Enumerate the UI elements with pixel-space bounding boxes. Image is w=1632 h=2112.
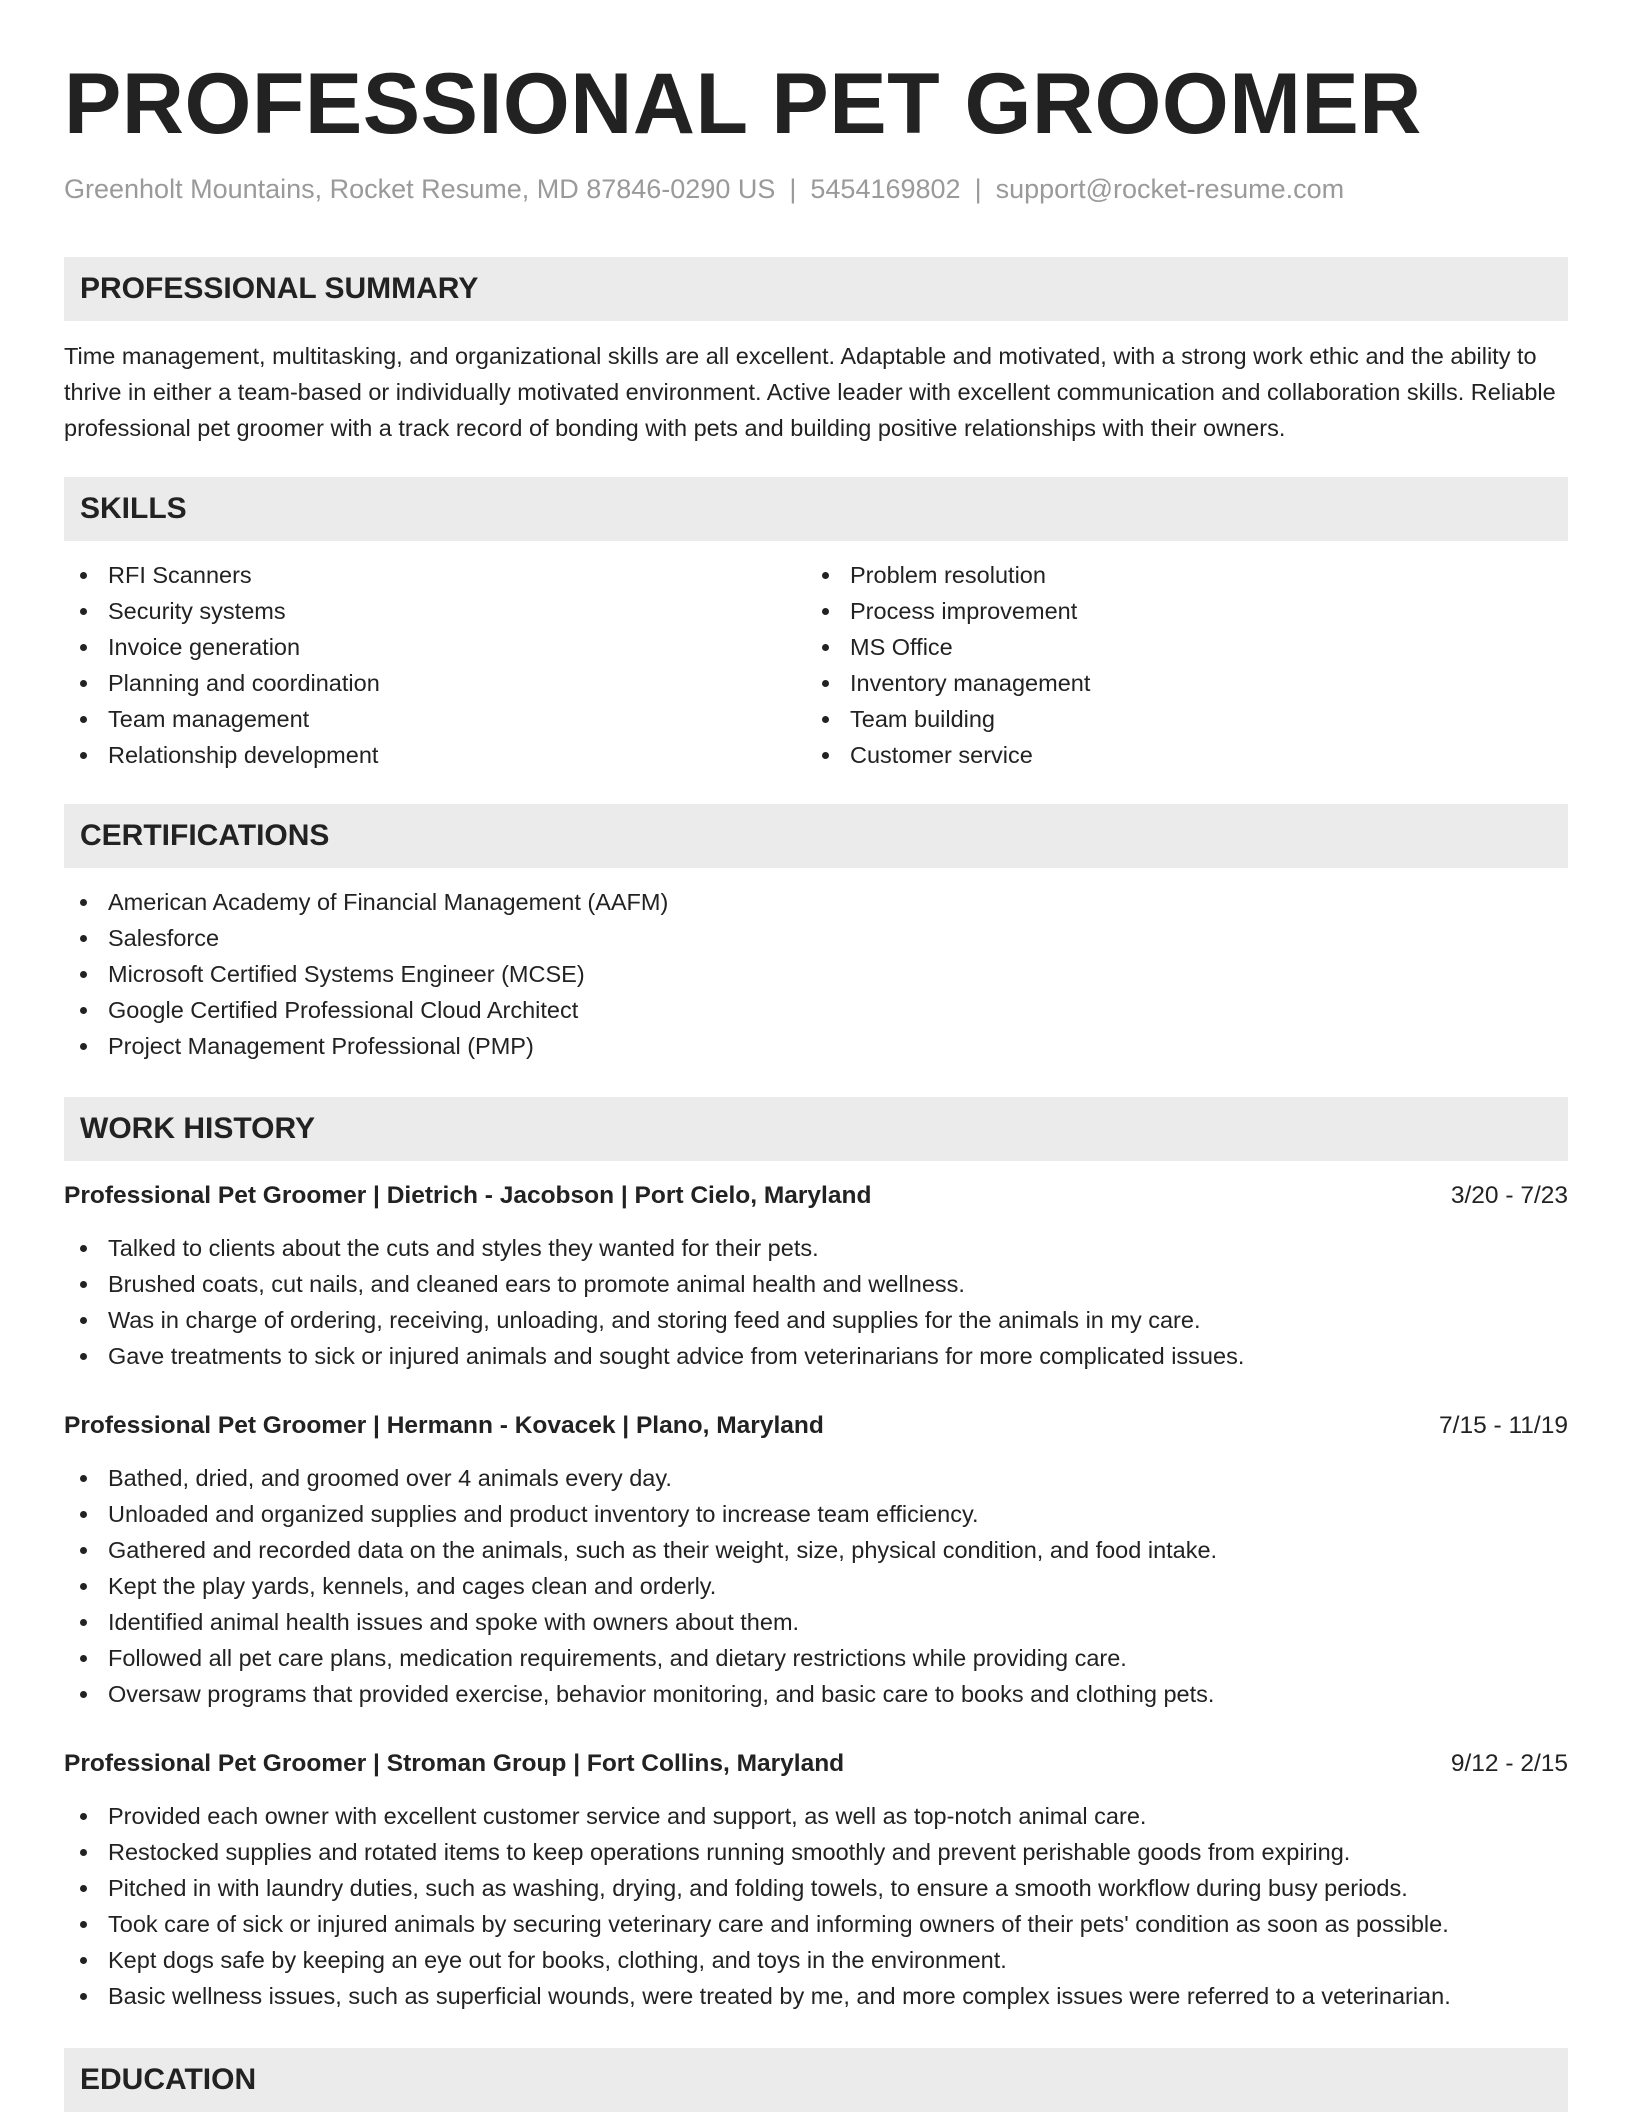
- job-dates: 7/15 - 11/19: [1439, 1412, 1568, 1439]
- job-bullet: Unloaded and organized supplies and product inventory to increase team efficiency.: [64, 1496, 1568, 1532]
- skill-item: Team building: [806, 701, 1548, 737]
- resume-name: PROFESSIONAL PET GROOMER: [64, 56, 1422, 152]
- job-header: [64, 1408, 1568, 1444]
- skill-item: Team management: [64, 701, 806, 737]
- job-bullet: Talked to clients about the cuts and styles they wanted for their pets.: [64, 1230, 1568, 1266]
- certification-item: Microsoft Certified Systems Engineer (MCSE): [64, 956, 1568, 992]
- section-header-summary: PROFESSIONAL SUMMARY: [64, 257, 1568, 321]
- job-bullet: Brushed coats, cut nails, and cleaned ears to promote animal health and wellness.: [64, 1266, 1568, 1302]
- skill-item: Inventory management: [806, 665, 1548, 701]
- job-bullet: Oversaw programs that provided exercise, behavior monitoring, and basic care to books and clothing pets.: [64, 1676, 1568, 1712]
- job-bullet: Provided each owner with excellent customer service and support, as well as top-notch animal care.: [64, 1798, 1568, 1834]
- contact-separator: |: [974, 174, 982, 204]
- job-bullet: Pitched in with laundry duties, such as washing, drying, and folding towels, to ensure a smooth workflow during busy periods.: [64, 1870, 1568, 1906]
- skill-item: Process improvement: [806, 593, 1548, 629]
- skills-column-right: [806, 557, 1548, 773]
- resume-page: [64, 0, 1568, 2112]
- skill-item: Planning and coordination: [64, 665, 806, 701]
- job-bullet: Kept the play yards, kennels, and cages clean and orderly.: [64, 1568, 1568, 1604]
- job-entry: [64, 1746, 1568, 2014]
- contact-email: support@rocket-resume.com: [995, 174, 1345, 204]
- job-title: Professional Pet Groomer | Dietrich - Jacobson | Port Cielo, Maryland: [64, 1182, 872, 1209]
- certification-item: Project Management Professional (PMP): [64, 1028, 1568, 1064]
- job-dates: 9/12 - 2/15: [1450, 1750, 1568, 1777]
- job-header: [64, 1178, 1568, 1214]
- job-entry: [64, 1408, 1568, 1712]
- certification-item: Google Certified Professional Cloud Architect: [64, 992, 1568, 1028]
- job-bullet: Basic wellness issues, such as superficial wounds, were treated by me, and more complex issues were referred to a veterinarian.: [64, 1978, 1568, 2014]
- job-entry: [64, 1178, 1568, 1374]
- job-dates: 3/20 - 7/23: [1450, 1182, 1568, 1209]
- job-bullet: Took care of sick or injured animals by securing veterinary care and informing owners of their pets' condition as soon as possible.: [64, 1906, 1568, 1942]
- job-bullet: Gave treatments to sick or injured animals and sought advice from veterinarians for more complicated issues.: [64, 1338, 1568, 1374]
- job-bullets: [64, 1230, 1568, 1374]
- skill-item: Relationship development: [64, 737, 806, 773]
- contact-line: [64, 172, 1568, 206]
- job-bullet: Bathed, dried, and groomed over 4 animals every day.: [64, 1460, 1568, 1496]
- section-header-skills: SKILLS: [64, 477, 1568, 541]
- certifications-list: [64, 884, 1568, 1064]
- job-bullet: Followed all pet care plans, medication requirements, and dietary restrictions while providing care.: [64, 1640, 1568, 1676]
- skill-item: RFI Scanners: [64, 557, 806, 593]
- contact-address: Greenholt Mountains, Rocket Resume, MD 87846-0290 US: [64, 174, 776, 204]
- skill-item: Invoice generation: [64, 629, 806, 665]
- job-title: Professional Pet Groomer | Stroman Group | Fort Collins, Maryland: [64, 1750, 845, 1777]
- certification-item: American Academy of Financial Management (AAFM): [64, 884, 1568, 920]
- job-title: Professional Pet Groomer | Hermann - Kovacek | Plano, Maryland: [64, 1412, 824, 1439]
- section-header-certifications: CERTIFICATIONS: [64, 804, 1568, 868]
- skills-grid: [64, 557, 1568, 773]
- contact-phone: 5454169802: [810, 174, 961, 204]
- contact-separator: |: [789, 174, 797, 204]
- skill-item: Customer service: [806, 737, 1548, 773]
- job-bullets: [64, 1798, 1568, 2014]
- job-bullet: Kept dogs safe by keeping an eye out for books, clothing, and toys in the environment.: [64, 1942, 1568, 1978]
- skills-column-left: [64, 557, 806, 773]
- section-header-work-history: WORK HISTORY: [64, 1097, 1568, 1161]
- certification-item: Salesforce: [64, 920, 1568, 956]
- job-header: [64, 1746, 1568, 1782]
- job-bullet: Restocked supplies and rotated items to keep operations running smoothly and prevent perishable goods from expiring.: [64, 1834, 1568, 1870]
- summary-text: Time management, multitasking, and organizational skills are all excellent. Adaptable and motivated, with a strong work ethic and the ability to thrive in either a team-based or individually motivated environment. Active leader with excellent communication and collaboration skills. Reliable professional pet groomer with a track record of bonding with pets and building positive relationships with their owners.: [64, 343, 1556, 441]
- job-bullet: Was in charge of ordering, receiving, unloading, and storing feed and supplies for the animals in my care.: [64, 1302, 1568, 1338]
- job-bullet: Gathered and recorded data on the animals, such as their weight, size, physical condition, and food intake.: [64, 1532, 1568, 1568]
- skill-item: Problem resolution: [806, 557, 1548, 593]
- section-header-education: EDUCATION: [64, 2048, 1568, 2112]
- skill-item: MS Office: [806, 629, 1548, 665]
- skill-item: Security systems: [64, 593, 806, 629]
- job-bullet: Identified animal health issues and spoke with owners about them.: [64, 1604, 1568, 1640]
- job-bullets: [64, 1460, 1568, 1712]
